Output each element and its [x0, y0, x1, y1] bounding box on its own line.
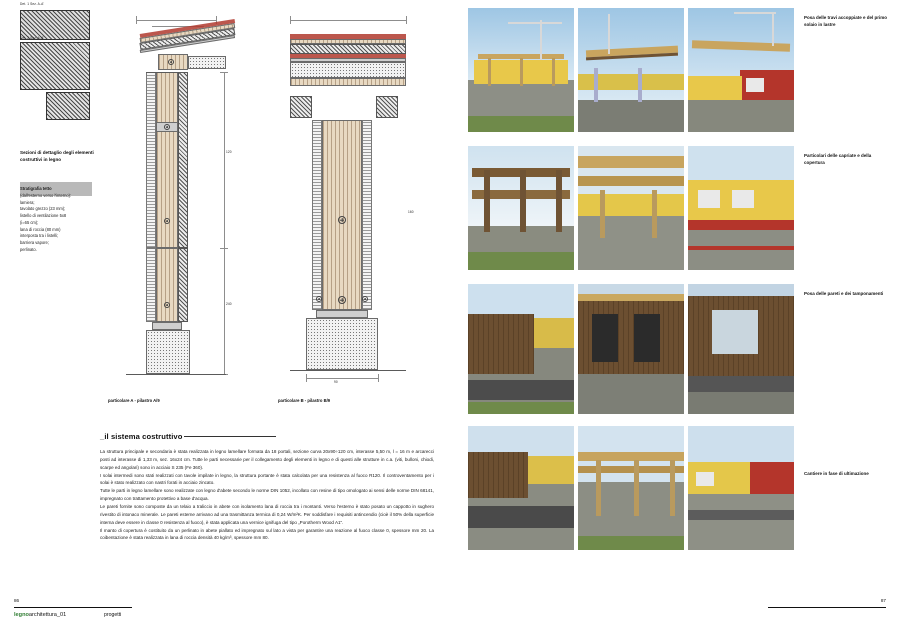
strat-heading: Stratigrafia tetto	[20, 186, 52, 191]
section-hatch-bottom	[46, 92, 90, 120]
dim-label-b-2: 160	[408, 210, 414, 214]
dim-label-b-1: 90	[334, 380, 338, 384]
footer-brand-prefix: legno	[14, 612, 29, 618]
article-paragraph-2: Tutte le parti in legno lamellare sono realizzate con legno d'abete secondo le norme DIN 1052, incollato con resine di tipo omologato ai sensi delle norme DIN 68141, impregnato con trattamento protettivo a base d'acqua.	[100, 488, 434, 502]
strat-line-1: lamiera;	[20, 199, 35, 205]
detail-caption: Sezioni di dettaglio degli elementi costruttivi in legno	[20, 150, 94, 162]
dim-label-a-1: 120	[226, 150, 232, 154]
strat-line-6: interposta tra i listelli;	[20, 233, 59, 239]
photo-site-overview	[468, 8, 574, 132]
folio-rule-right	[768, 607, 886, 608]
photo-crane-lifting-beam	[578, 8, 684, 132]
footer-brand-suffix: architettura_01	[28, 612, 67, 618]
strat-line-4: (i=65 cm);	[20, 219, 39, 225]
drawing-b-caption: particolare B - pilastro B/9	[278, 398, 331, 403]
strat-line-3: listello di ventilazione 5x8	[20, 213, 67, 218]
caption-4: Cantiere in fase di ultimazione	[804, 471, 869, 476]
folio-right: 87	[880, 598, 886, 603]
photo-wall-panels-stack	[468, 284, 574, 414]
folio-left: 86	[14, 598, 20, 603]
photo-facade-yellow	[688, 146, 794, 270]
photo-site-ground-works	[468, 426, 574, 550]
photo-building-complete	[688, 426, 794, 550]
folio-rule-left	[14, 607, 132, 608]
caption-3: Posa delle pareti e dei tamponamenti	[804, 291, 884, 296]
drawing-detail-b	[276, 10, 426, 405]
caption-1: Posa delle travi accoppiate e del primo solaio in lastre	[804, 15, 888, 28]
article-title-text: _il sistema costruttivo	[100, 432, 183, 441]
strat-line-2: tavolato grezzo (23 mm);	[20, 206, 66, 212]
drawing-a-caption: particolare A - pilastro A/9	[108, 398, 160, 403]
photo-beam-placement	[688, 8, 794, 132]
strat-line-8: perlinato.	[20, 246, 37, 252]
photo-structure-canopy	[578, 426, 684, 550]
caption-2: Particolari delle capriate e della copertura	[804, 153, 872, 166]
photo-truss-detail	[468, 146, 574, 270]
strat-line-5: lana di roccia (80 mm)	[20, 226, 61, 232]
title-rule	[184, 436, 276, 437]
article-paragraph-1: I solai intermedi sono stati realizzati con tavole impilate in legno, la struttura portante è stata calcolata per una resistenza al fuoco R120. Il controventamento per i solai è stato realizzato con nastri forati in acciaio zincato.	[100, 472, 434, 486]
article-body	[100, 448, 434, 542]
article-paragraph-4: Il manto di copertura è costituito da un perlinato in abete piallato ed impregnato sul lato a vista per garantire una reazione al fuoco classe 0, spessore mm 20. La coibentazione è stata realizzata in lana di roccia densità 40 kg/m³, spessore mm 80.	[100, 527, 434, 541]
section-hatch-middle	[20, 42, 90, 90]
article-paragraph-3: Le pareti fornite sono composte da un telaio a traliccio in abete con isolamento lana di roccia tra i montanti. Verso l'esterno è stato posato un cappotto in sughero rivestito di intonaco minerale. Le pareti esterne arrivano ad una trasmittanza termica di 0,24 W/m²K. Per soddisfare i requisiti antincendio (cioè il 50% della superficie interna deve essere in classe 0 resistenza al fuoco), è stata applicata una vernice ignifuga del tipo „Porotherm Wood A1".	[100, 504, 434, 525]
right-page	[460, 0, 900, 636]
stratigraphy-text	[20, 186, 98, 254]
drawing-detail-a	[106, 10, 241, 405]
photo-interior-wall-frame	[578, 284, 684, 414]
photo-roof-underside	[578, 146, 684, 270]
photo-window-opening	[688, 284, 794, 414]
footer-section: progetti	[104, 612, 122, 618]
micro-label-det1: Det. 1 Sez. A-A'	[20, 2, 44, 6]
article-title	[100, 432, 430, 441]
dim-label-a-2: 240	[226, 302, 232, 306]
footer-brand	[14, 612, 66, 618]
strat-line-0: (dall'esterno verso l'interno):	[20, 192, 72, 198]
article-paragraph-0: La struttura principale e secondaria è stata realizzata in legno lamellare formata da 18 portali, sezione curva 20x90÷120 cm, interasse 5,50 m, l = 16 m e arcarecci posti ad interasse di 1,33 m, sez. 16x24 cm. Tutte le parti necessarie per il collegamento degli elementi in legno e di questi alle strutture in c.a. (viti, bulloni, chiodi, scarpe ed angolari) sono in acciaio S 235 (Fe 360).	[100, 449, 434, 470]
strat-line-7: barriera vapore;	[20, 240, 49, 245]
micro-label-det2: Det. 2 Sez. A-A'	[20, 36, 44, 40]
